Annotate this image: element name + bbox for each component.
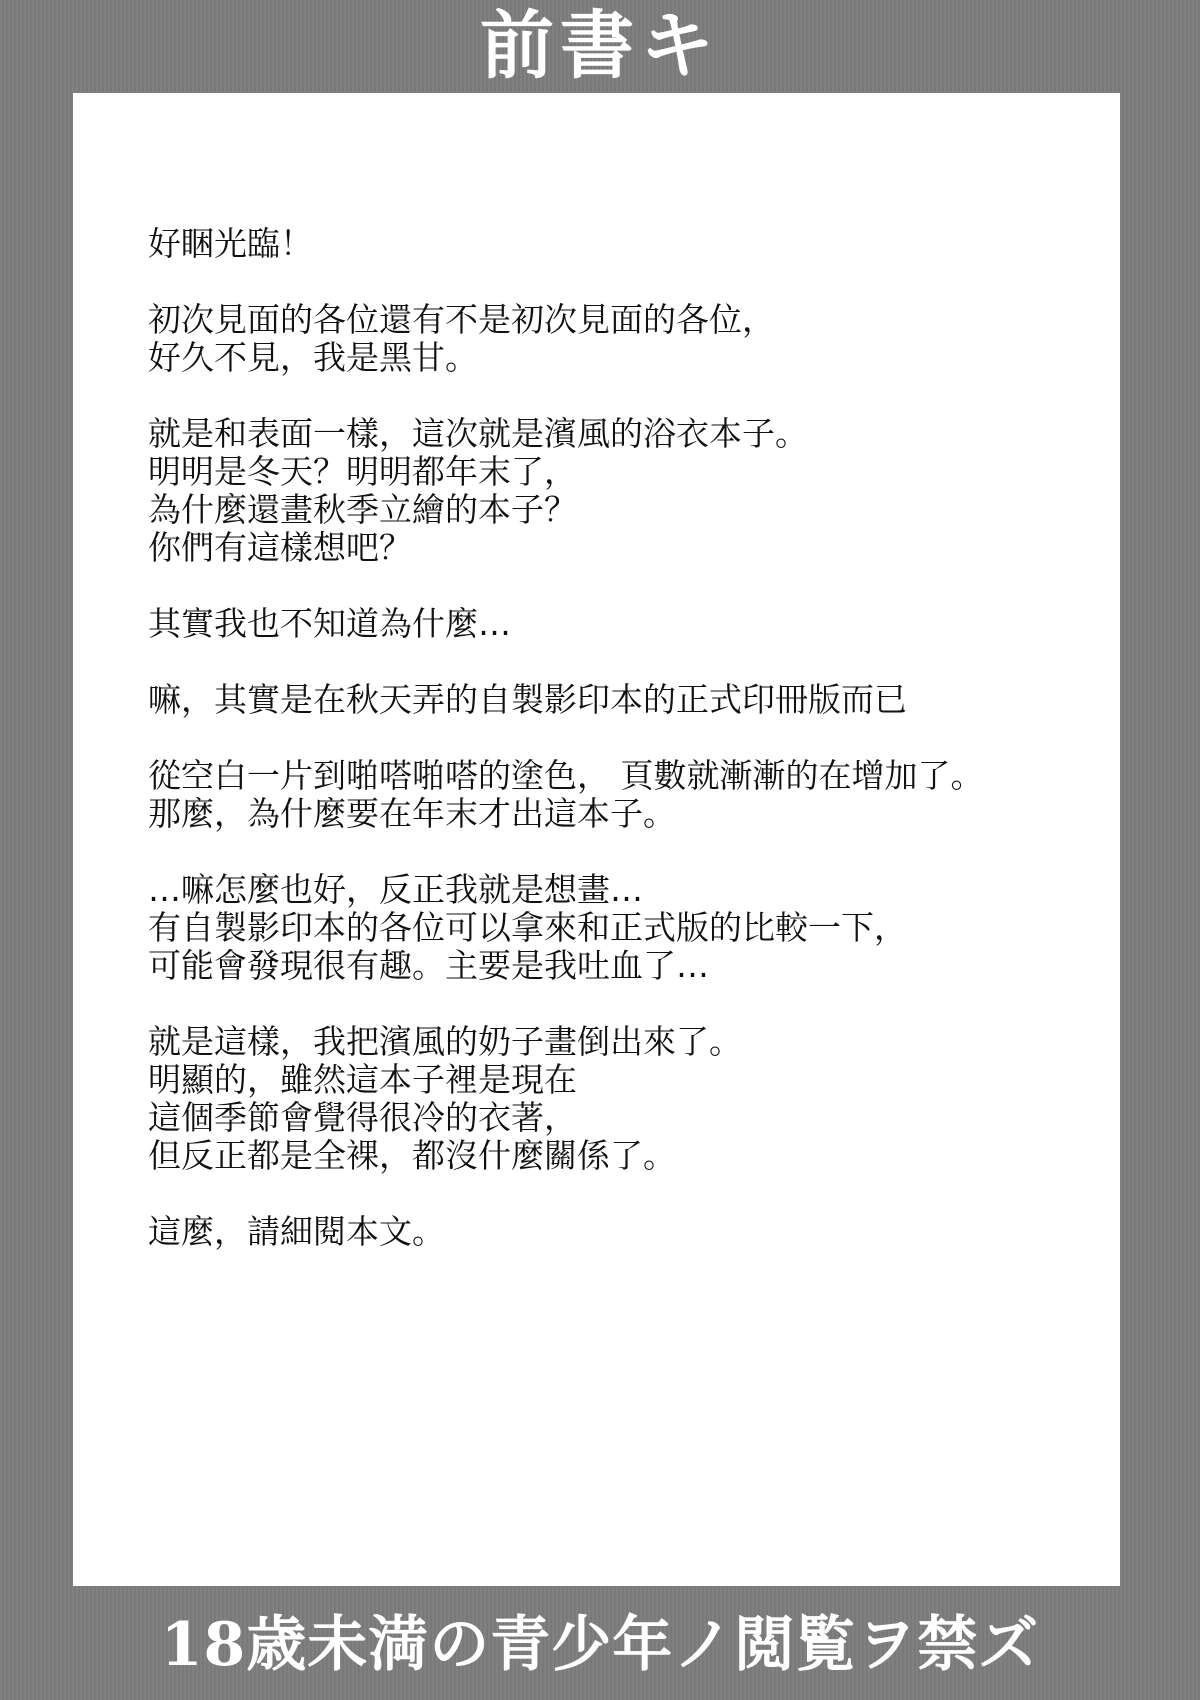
paragraph xyxy=(148,1023,1128,1175)
text-line: 可能會發現很有趣。主要是我吐血了… xyxy=(148,946,709,985)
text-line: …嘛怎麼也好，反正我就是想畫… xyxy=(148,870,643,909)
text-line: 有自製影印本的各位可以拿來和正式版的比較一下， xyxy=(148,908,907,947)
text-line: 那麼，為什麼要在年末才出這本子。 xyxy=(148,794,676,833)
paragraph xyxy=(148,757,1128,833)
paragraph xyxy=(148,225,1128,263)
text-line: 你們有這樣想吧？ xyxy=(148,528,412,567)
text-line: 這麼，請細閱本文。 xyxy=(148,1212,445,1251)
text-line: 但反正都是全裸，都沒什麼關係了。 xyxy=(148,1136,676,1175)
text-line: 其實我也不知道為什麼… xyxy=(148,604,511,643)
paragraph xyxy=(148,415,1128,567)
text-line: 初次見面的各位還有不是初次見面的各位， xyxy=(148,300,775,339)
text-line: 這個季節會覺得很冷的衣著， xyxy=(148,1098,577,1137)
paragraph xyxy=(148,681,1128,719)
text-line: 為什麼還畫秋季立繪的本子？ xyxy=(148,490,577,529)
text-line: 就是和表面一樣，這次就是濱風的浴衣本子。 xyxy=(148,414,808,453)
paragraph xyxy=(148,1213,1128,1251)
text-line: 明明是冬天？明明都年末了， xyxy=(148,452,577,491)
text-line: 好久不見，我是黑甘。 xyxy=(148,338,478,377)
paragraph xyxy=(148,605,1128,643)
preface-text xyxy=(148,225,1128,1289)
text-line: 從空白一片到啪嗒啪嗒的塗色， 頁數就漸漸的在增加了。 xyxy=(148,756,984,795)
text-line: 好睏光臨！ xyxy=(148,224,313,263)
text-line: 嘛，其實是在秋天弄的自製影印本的正式印冊版而已 xyxy=(148,680,907,719)
text-line: 就是這樣，我把濱風的奶子畫倒出來了。 xyxy=(148,1022,742,1061)
age-warning-banner: 18歳未満の青少年ノ閲覧ヲ禁ズ xyxy=(160,1610,1040,1680)
paragraph xyxy=(148,301,1128,377)
page-title: 前書キ xyxy=(480,3,720,89)
text-line: 明顯的，雖然這本子裡是現在 xyxy=(148,1060,577,1099)
paragraph xyxy=(148,871,1128,985)
